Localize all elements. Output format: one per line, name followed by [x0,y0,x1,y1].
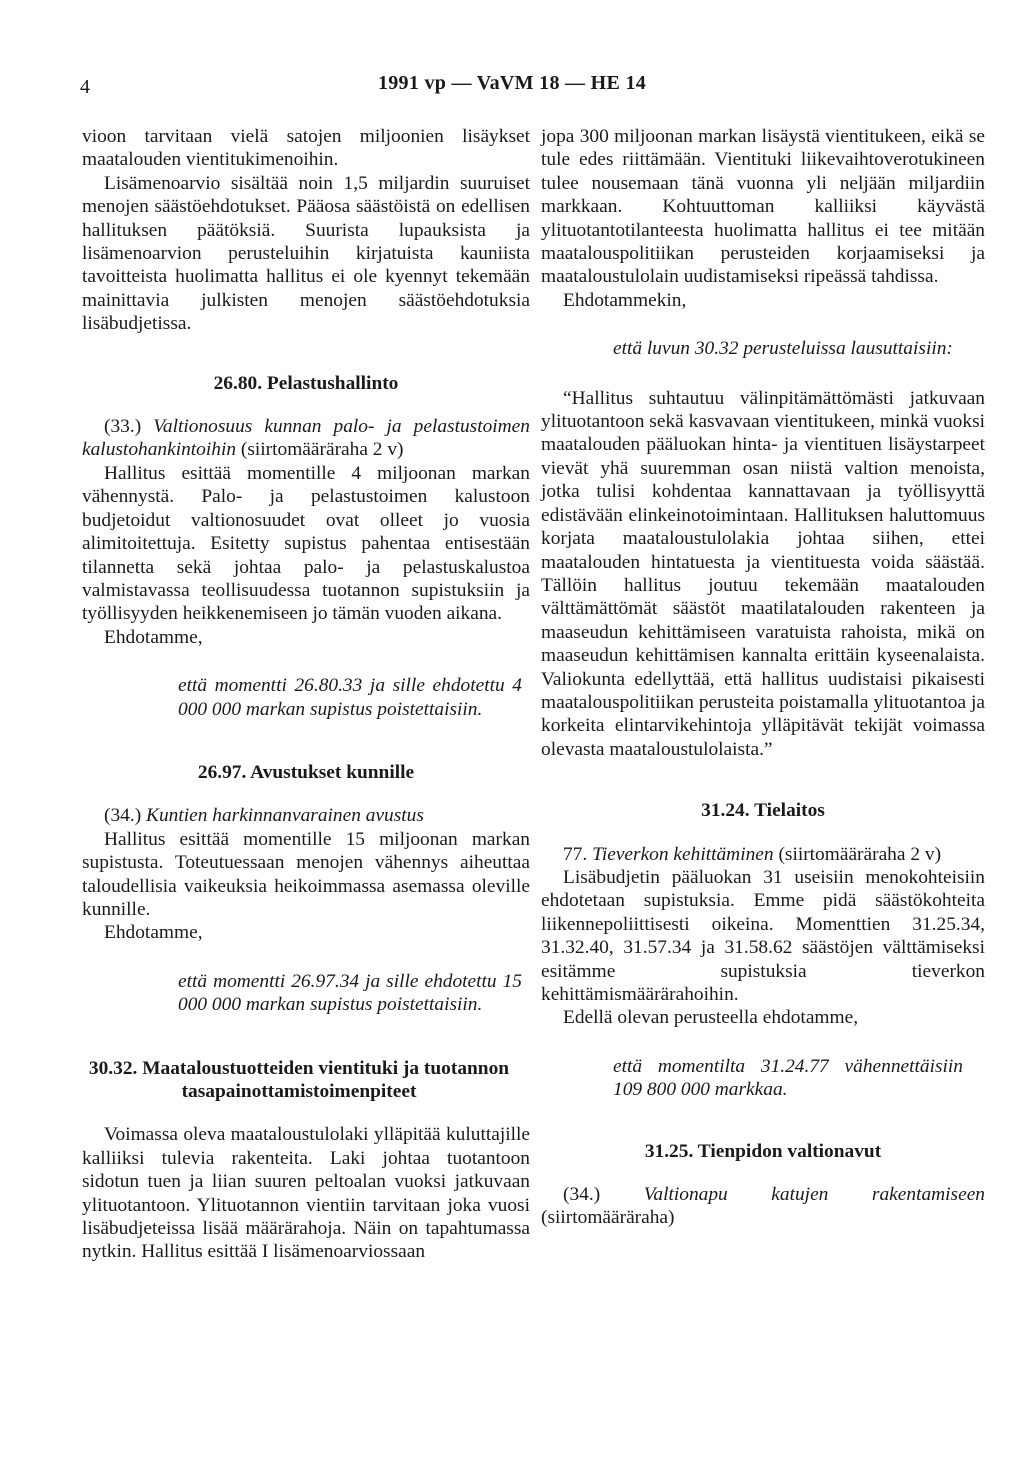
item-title: Kuntien harkinnanvarainen avustus [146,805,424,827]
item-number: (34.) [563,1184,601,1206]
proposal-text: että momentilta 31.24.77 vähennettäisiin 109 800 000 markkaa. [613,1055,963,1101]
item-type: (siirtomääräraha 2 v) [778,843,942,865]
budget-item [82,415,530,462]
proposal-text: että momentti 26.97.34 ja sille ehdotettu 15 000 000 markan supistus poistettaisiin. [178,970,522,1016]
budget-item [541,843,985,866]
item-type: (siirtomääräraha) [541,1207,675,1229]
proposal-intro: Ehdotamme, [104,922,203,944]
proposal-intro: Ehdotamme, [104,626,203,648]
item-number: (34.) [104,805,142,827]
item-number: 77. [563,843,588,865]
paragraph: jopa 300 miljoonan markan lisäystä vientitukeen, eikä se tule edes riittämään. Vientituki liikevaihtoverotukineen tulee nousemaan tänä vuonna yli neljään miljardiin markkaan. Kohtuuttoman kalliiksi käyvästä ylituotantotilanteesta huolimatta hallitus ei tee mitään maatalouspolitiikan perusteiden korjaamiseksi ja maataloustulolain uudistamiseksi ripeässä tahdissa. [541,126,985,288]
item-title: Tieverkon kehittäminen [592,843,774,865]
section-heading: 26.80. Pelastushallinto [213,372,399,394]
section-heading: 31.24. Tielaitos [701,800,825,822]
proposal-text: että momentti 26.80.33 ja sille ehdotettu 4 000 000 markan supistus poistettaisiin. [178,675,522,720]
budget-item [541,1183,985,1230]
section-heading: 26.97. Avustukset kunnille [197,761,415,783]
proposal-intro: Ehdotammekin, [563,289,687,311]
page-number: 4 [80,76,90,98]
proposal-intro: Edellä olevan perusteella ehdotamme, [563,1007,859,1029]
paragraph: Hallitus esittää momentille 4 miljoonan markan vähennystä. Palo- ja pelastustoimen kalustoon budjetoidut valtionosuudet ovat olleet jo vuosia alimitoitettuja. Esitetty supistus pahentaa entisestään tilannetta sekä johtaa palo- ja pelastuskalustoa valmistavassa teollisuudessa tuotannon supistuksiin ja työllisyyden heikkenemiseen jo tämän vuoden aikana. [82,462,530,625]
budget-item [82,804,530,827]
proposal-text: että luvun 30.32 perusteluissa lausuttaisiin: [613,338,953,360]
paragraph: Hallitus esittää momentille 15 miljoonan markan supistusta. Toteutuessaan menojen vähennys aiheuttaa taloudellisia vaikeuksia heikoimmassa asemassa oleville kunnille. [82,828,530,920]
running-head: 1991 vp — VaVM 18 — HE 14 [377,72,647,94]
paragraph: Lisämenoarvio sisältää noin 1,5 miljardin suuruiset menojen säästöehdotukset. Pääosa säästöistä on edellisen hallituksen päätöksiä. Suurista lupauksista ja lisämenoarvion perusteluihin kirjatuista kauniista tavoitteista huolimatta hallitus ei ole kyennyt tekemään mainittavia julkisten menojen säästöehdotuksia lisäbudjetissa. [82,172,530,335]
item-title: Valtionapu katujen rakentamiseen [643,1184,985,1206]
quoted-statement: “Hallitus suhtautuu välinpitämättömästi jatkuvaan ylituotantoon sekä kasvavaan vientitukeen, minkä vuoksi maatalouden pääluokan hinta- ja vientituen lisäystarpeet vievät yhä suuremman osan niistä valtion menoista, jotka tulisi kohdentaa kannattavaan ja työllisyyttä edistävään elinkeinotoimintaan. Hallituksen haluttomuus korjata maataloustulolakia johtaa siihen, ettei maatalouden hintatuesta ja vientituesta voida säästää. Tällöin hallitus joutuu tekemään maatalouden välttämättömät säästöt maatilatalouden rakenteen ja maaseudun kehittämiseen varatuista rahoista, mikä on maaseudun kehittämisen kannalta erittäin kyseenalaista. Valiokunta edellyttää, että hallitus uudistaisi pikaisesti maatalouspolitiikan perusteita poistamalla ylituotantoa ja korkeita elintarvikehintoja ylläpitävät tekijät voimassa olevasta maataloustulolaista.” [541,387,985,760]
section-heading: 31.25. Tienpidon valtionavut [644,1140,882,1162]
item-title: Valtionosuus kunnan palo- ja pelastustoimen kalustohankintoihin [82,416,530,461]
item-number: (33.) [104,416,142,438]
section-heading: 30.32. Maataloustuotteiden vientituki ja tuotannon tasapainottamistoimenpiteet [88,1057,510,1102]
right-column [541,125,985,1230]
paragraph: Lisäbudjetin pääluokan 31 useisiin menokohteisiin ehdotetaan supistuksia. Emme pidä säästökohteita liikennepoliittisesti oikeina. Momenttien 31.25.34, 31.32.40, 31.57.34 ja 31.58.62 säästöjen välttämiseksi esitämme supistuksia tieverkon kehittämismäärärahoihin. [541,866,985,1005]
paragraph: Voimassa oleva maataloustulolaki ylläpitää kuluttajille kalliiksi tulevia rakenteita. Laki johtaa tuotantoon sidotun tuen ja liian suuren peltoalan vuoksi jatkuvaan ylituotantoon. Ylituotannon vientiin tarvitaan joka vuosi lisäbudjeteissa lisää määrärahoja. Näin on tapahtumassa nytkin. Hallitus esittää I lisämenoarviossaan [82,1124,530,1263]
paragraph: vioon tarvitaan vielä satojen miljoonien lisäykset maatalouden vientitukimenoihin. [82,126,530,171]
left-column [82,125,530,1264]
item-type: (siirtomääräraha 2 v) [240,439,404,461]
